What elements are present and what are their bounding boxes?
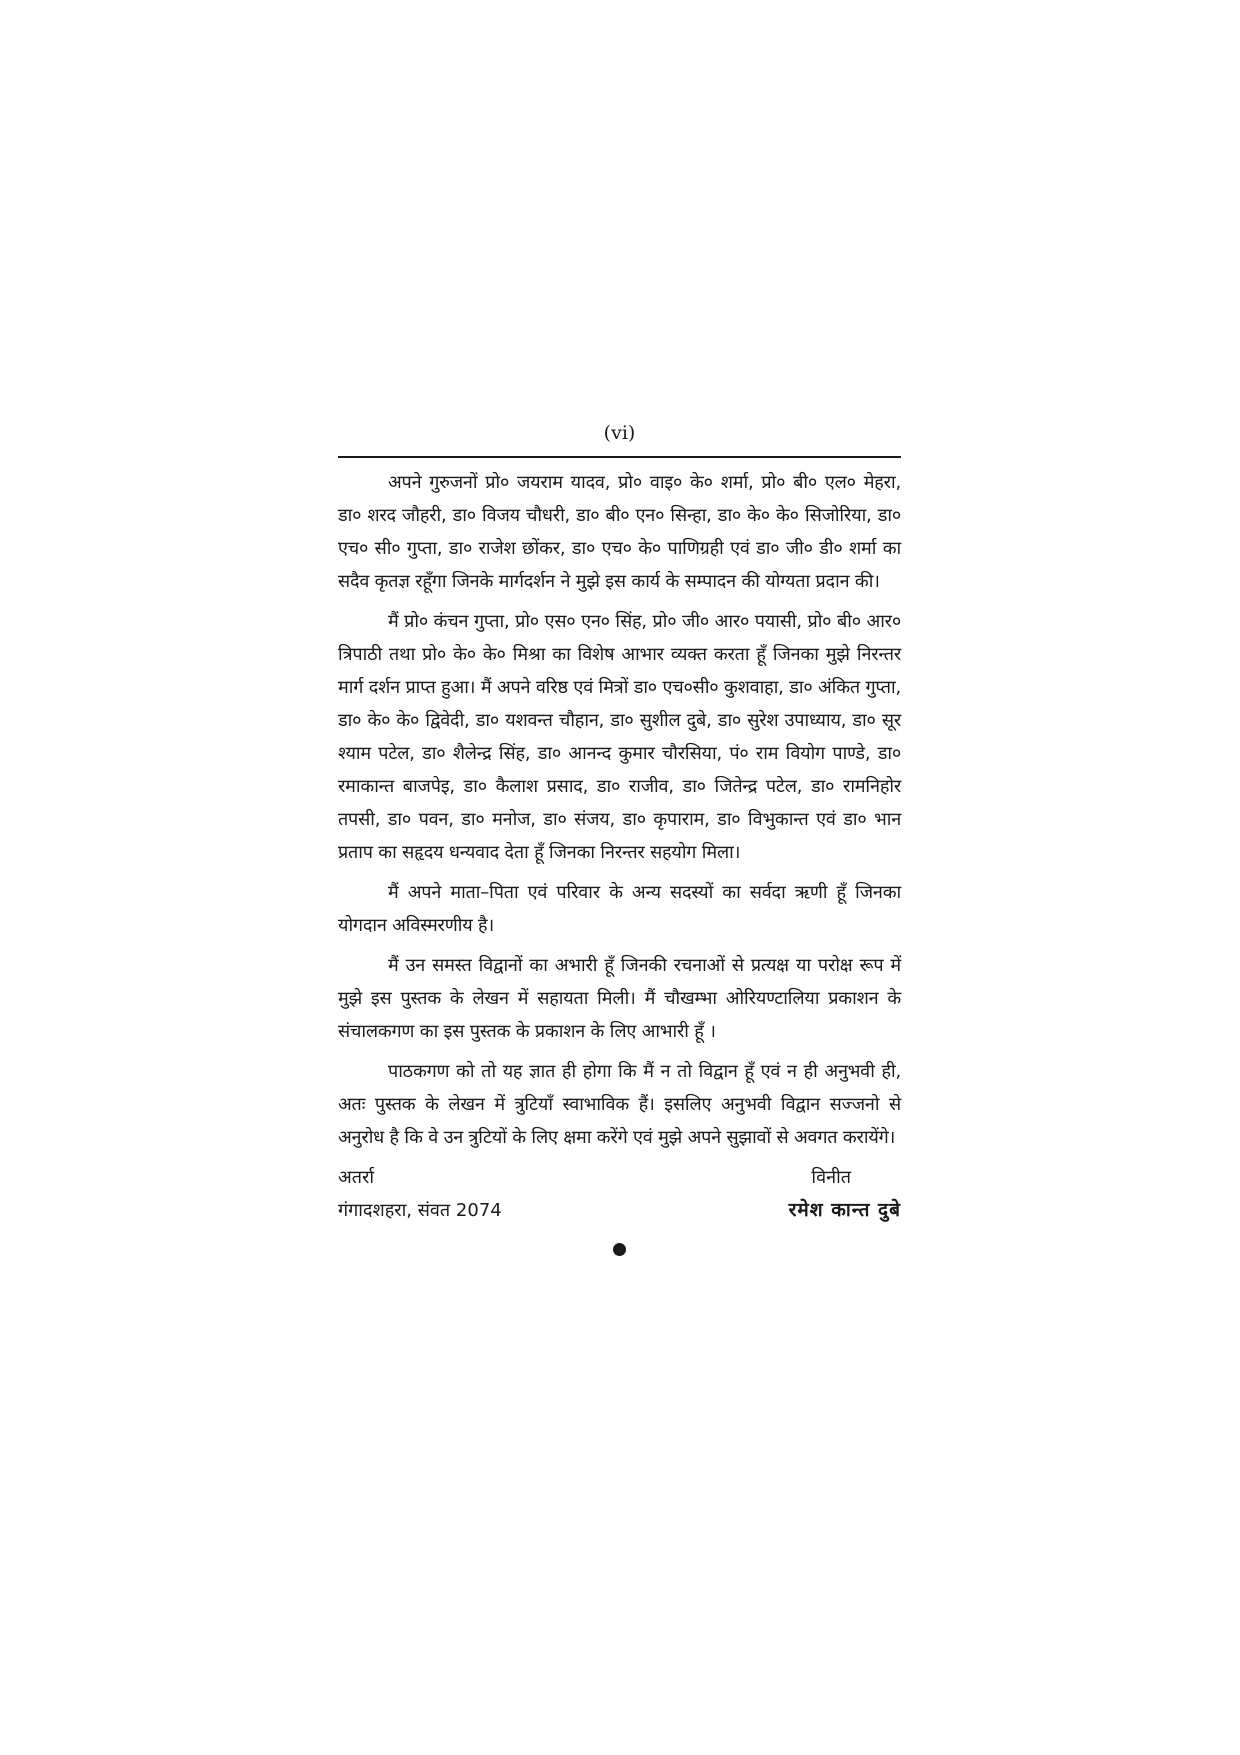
- bullet-dot-icon: [613, 1243, 626, 1256]
- signature-valediction: विनीत: [811, 1167, 851, 1188]
- paragraph-colleagues: मैं प्रो० कंचन गुप्ता, प्रो० एस० एन० सिंह, प्रो० जी० आर० पयासी, प्रो० बी० आर० त्रिपाठी तथा प्रो० के० के० मिश्रा का विशेष आभार व्यक्त करता हूँ जिनका मुझे निरन्तर मार्ग दर्शन प्राप्त हुआ। मैं अपने वरिष्ठ एवं मित्रों डा० एच०सी० कुशवाहा, डा० अंकित गुप्ता, डा० के० के० द्विवेदी, डा० यशवन्त चौहान, डा० सुशील दुबे, डा० सुरेश उपाध्याय, डा० सूर श्याम पटेल, डा० शैलेन्द्र सिंह, डा० आनन्द कुमार चौरसिया, पं० राम वियोग पाण्डे, डा० रमाकान्त बाजपेइ, डा० कैलाश प्रसाद, डा० राजीव, डा० जितेन्द्र पटेल, डा० रामनिहोर तपसी, डा० पवन, डा० मनोज, डा० संजय, डा० कृपाराम, डा० विभुकान्त एवं डा० भान प्रताप का सहृदय धन्यवाद देता हूँ जिनका निरन्तर सहयोग मिला।: [338, 611, 901, 863]
- signature-place: अतर्रा: [338, 1167, 375, 1188]
- page-number: (vi): [603, 422, 636, 444]
- signature-date: गंगादशहरा, संवत 2074: [338, 1200, 502, 1221]
- signature-author-block: [789, 1161, 901, 1227]
- paragraph-gurus: अपने गुरुजनों प्रो० जयराम यादव, प्रो० वाइ० के० शर्मा, प्रो० बी० एल० मेहरा, डा० शरद जौहरी, डा० विजय चौधरी, डा० बी० एन० सिन्हा, डा० के० के० सिजोरिया, डा० एच० सी० गुप्ता, डा० राजेश छोंकर, डा० एच० के० पाणिग्रही एवं डा० जी० डी० शर्मा का सदैव कृतज्ञ रहूँगा जिनके मार्गदर्शन ने मुझे इस कार्य के सम्पादन की योग्यता प्रदान की।: [338, 472, 901, 592]
- paragraph-scholars-publisher: मैं उन समस्त विद्वानों का अभारी हूँ जिनकी रचनाओं से प्रत्यक्ष या परोक्ष रूप में मुझे इस पुस्तक के लेखन में सहायता मिली। मैं चौखम्भा ओरियण्टालिया प्रकाशन के संचालकगण का इस पुस्तक के प्रकाशन के लिए आभारी हूँ ।: [338, 955, 901, 1042]
- signature-block: [338, 1161, 901, 1227]
- signature-place-block: [338, 1161, 502, 1227]
- signature-author: रमेश कान्त दुबे: [788, 1199, 901, 1221]
- paragraph-family: मैं अपने माता–पिता एवं परिवार के अन्य सदस्यों का सर्वदा ऋणी हूँ जिनका योगदान अविस्मरणीय है।: [338, 882, 901, 936]
- end-mark: [338, 1241, 901, 1260]
- header-rule: [338, 456, 901, 458]
- paragraph-readers: पाठकगण को तो यह ज्ञात ही होगा कि मैं न तो विद्वान हूँ एवं न ही अनुभवी ही, अतः पुस्तक के लेखन में त्रुटियाँ स्वाभाविक हैं। इसलिए अनुभवी विद्वान सज्जनो से अनुरोध है कि वे उन त्रुटियों के लिए क्षमा करेंगे एवं मुझे अपने सुझावों से अवगत करायेंगे।: [338, 1061, 901, 1148]
- preface-page: [338, 420, 901, 1260]
